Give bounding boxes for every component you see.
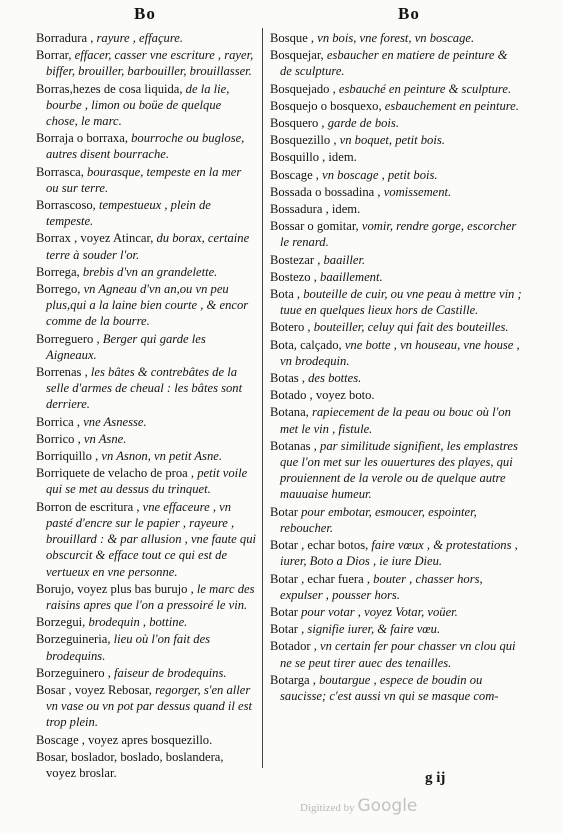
entry-definition: regorger, s'en aller vn vase ou vn pot par dessus quand il est trop plein. (46, 682, 253, 730)
entry-headword: Botas , (270, 371, 305, 386)
entry-headword: Borradura , (36, 31, 94, 45)
column-divider (262, 28, 263, 768)
entry-definition: par similitude signifient, les emplastres que l'on met sur les ouuertures des playes, qui prouiennent de la verole ou de quelque autre mauuaise humeur. (280, 438, 518, 502)
entry-definition: vn boquet, petit bois. (336, 133, 445, 148)
dictionary-entry (270, 184, 522, 200)
entry-definition: vne botte , vn houseau, vne house , vn brodequin. (280, 337, 520, 368)
dictionary-entry (270, 149, 522, 165)
entry-definition: signifie iurer, & faire vœu. (304, 622, 441, 637)
entry-headword: Botador , (270, 639, 317, 654)
entry-headword: Bosquillo , idem. (270, 150, 357, 165)
dictionary-entry (36, 414, 256, 430)
dictionary-entry (270, 638, 522, 670)
entry-headword: Borrico , (36, 431, 81, 446)
entry-headword: Bota, calçado, (270, 337, 342, 352)
entry-headword: Botar (270, 604, 298, 619)
entry-headword: Bossadura , idem. (270, 202, 361, 217)
dictionary-entry (36, 614, 256, 630)
dictionary-entry (270, 621, 522, 637)
entry-definition: vne effaceure , vn pasté d'encre sur le papier , rayeure , brouillard : & par allusion , vne faute qui obscurcit & efface tout ce qui est de vertueux en vne personne. (46, 499, 257, 579)
watermark-prefix: Digitized by (300, 802, 355, 814)
entry-definition: bouter , chasser hors, expulser , pousser hors. (280, 571, 483, 602)
dictionary-entry (270, 115, 522, 131)
entry-headword: Botana, (270, 405, 309, 420)
entry-definition: Berger qui garde les Aigneaux. (46, 331, 206, 362)
dictionary-entry (270, 132, 522, 148)
entry-definition: petit voile qui se met au dessus du trinquet. (46, 466, 248, 497)
entry-definition: vn boscage , petit bois. (318, 167, 438, 182)
entry-headword: Botar (270, 504, 298, 519)
dictionary-entry (36, 631, 256, 663)
entry-headword: Borrasca, (36, 164, 84, 179)
entry-definition: vn certain fer pour chasser vn clou qui ne se peut tirer auec des tenailles. (280, 639, 516, 670)
entry-headword: Bosquejar, (270, 48, 324, 63)
entry-definition: vn Asne. (80, 431, 127, 446)
entry-headword: Borrax , voyez Atincar, (36, 231, 154, 246)
dictionary-entry (36, 197, 256, 229)
entry-headword: Borron de escritura , (36, 499, 140, 514)
dictionary-entry (270, 604, 522, 620)
entry-headword: Bosque , (270, 31, 315, 45)
entry-headword: Botero , (270, 320, 311, 335)
entry-headword: Borreguero , (36, 331, 100, 346)
entry-headword: Borrenas , (36, 365, 88, 380)
dictionary-entry (36, 448, 256, 464)
dictionary-entry (270, 218, 522, 250)
entry-headword: Bossar o gomitar, (270, 219, 359, 234)
right-column (270, 30, 522, 705)
entry-definition: faiseur de brodequins. (110, 665, 227, 680)
dictionary-entry (36, 431, 256, 447)
entry-headword: Borriquillo , (36, 449, 99, 464)
entry-headword: Boscage , (270, 167, 319, 182)
entry-headword: Borrega, (36, 264, 80, 279)
entry-headword: Botar , (270, 622, 305, 637)
dictionary-entry (36, 364, 256, 413)
entry-definition: brodequin , bottine. (85, 615, 188, 630)
entry-definition: garde de bois. (324, 116, 399, 131)
entry-definition: esbaucher en matiere de peinture & de sculpture. (280, 48, 508, 79)
dictionary-entry (270, 286, 522, 318)
page-header-right: Bo (398, 4, 420, 23)
dictionary-entry (270, 672, 522, 704)
dictionary-entry (270, 438, 522, 503)
entry-definition: tempestueux , plein de tempeste. (46, 198, 211, 229)
entry-definition: vne Asnesse. (80, 414, 147, 429)
dictionary-entry (270, 201, 522, 217)
entry-definition: bouteiller, celuy qui fait des bouteilles. (310, 320, 509, 335)
entry-headword: Borzegui, (36, 615, 86, 630)
entry-definition: vn Agneau d'vn an,ou vn peu plus,qui a la laine bien courte , & encor comme de la bourre. (46, 282, 249, 329)
entry-headword: Bosquezillo , (270, 133, 337, 148)
entry-headword: Borrego, (36, 282, 81, 297)
entry-headword: Bostezar , (270, 252, 321, 267)
entry-headword: Borraja o borraxa, (36, 131, 128, 146)
entry-definition: rapiecement de la peau ou bouc où l'on met le vin , fistule. (280, 405, 511, 436)
entry-definition: vn Asnon, vn petit Asne. (98, 449, 222, 464)
dictionary-entry (36, 47, 256, 79)
entry-headword: Bosquejado , (270, 81, 336, 96)
dictionary-entry (270, 269, 522, 285)
entry-headword: Borujo, voyez plus bas burujo , (36, 581, 194, 596)
entry-definition: du borax, certaine terre à souder l'or. (46, 231, 250, 262)
dictionary-entry (36, 465, 256, 497)
entry-definition: de la lie, bourbe , limon ou boüe de quelque chose, le marc. (46, 81, 230, 129)
dictionary-entry (270, 504, 522, 536)
dictionary-entry (270, 387, 522, 403)
entry-definition: bouteille de cuir, ou vne peau à mettre vin ; tuue en quelques lieux hors de Castille. (280, 287, 522, 318)
entry-headword: Borriquete de velacho de proa , (36, 466, 195, 481)
dictionary-entry (270, 404, 522, 436)
dictionary-entry (36, 264, 256, 280)
entry-definition: esbauché en peinture & sculpture. (335, 81, 512, 96)
entry-definition: esbauchement en peinture. (381, 98, 519, 113)
entry-definition: bourroche ou buglose, autres disent bourrache. (46, 131, 245, 162)
entry-definition: brebis d'vn an grandelette. (79, 264, 218, 279)
entry-definition: lieu où l'on fait des brodequins. (46, 632, 211, 663)
signature-mark: g ij (425, 770, 446, 786)
entry-headword: Botado , voyez boto. (270, 388, 375, 403)
dictionary-entry (270, 571, 522, 603)
dictionary-entry (36, 230, 256, 262)
entry-definition: vomir, rendre gorge, escorcher le renard. (280, 219, 517, 250)
entry-definition: le marc des raisins apres que l'on a pressoiré le vin. (46, 581, 255, 612)
entry-headword: Borras,hezes de cosa liquida, (36, 81, 183, 96)
entry-headword: Botar , echar fuera , (270, 571, 370, 586)
entry-definition: pour embotar, esmoucer, espointer, reboucher. (280, 504, 477, 535)
watermark-brand: Google (357, 796, 418, 816)
dictionary-entry (270, 81, 522, 97)
entry-definition: baaillement. (316, 269, 383, 284)
entry-headword: Borrascoso, (36, 198, 96, 213)
entry-definition: faire vœux , & protestations , iurer, Boto a Dios , ie iure Dieu. (280, 538, 518, 569)
dictionary-entry (36, 130, 256, 162)
dictionary-entry (36, 665, 256, 681)
left-column (36, 30, 256, 782)
entry-headword: Bosar, boslador, boslado, boslandera, voyez broslar. (36, 749, 224, 780)
dictionary-entry (270, 167, 522, 183)
dictionary-entry (36, 164, 256, 196)
dictionary-entry (36, 749, 256, 781)
page-header-left: Bo (134, 4, 156, 23)
entry-definition: pour votar , voyez Votar, voüer. (297, 604, 458, 619)
entry-definition: vomissement. (380, 184, 452, 199)
dictionary-entry (36, 682, 256, 731)
entry-definition: bourasque, tempeste en la mer ou sur terre. (46, 164, 242, 195)
entry-definition: effacer, casser vne escriture , rayer, biffer, brouiller, barbouiller, brouillasser. (46, 48, 254, 79)
entry-headword: Borzeguineria, (36, 632, 111, 647)
entry-headword: Bostezo , (270, 269, 317, 284)
entry-definition: vn bois, vne forest, vn boscage. (314, 31, 475, 45)
entry-headword: Botanas , (270, 438, 317, 453)
entry-definition: rayure , effaçure. (93, 31, 184, 45)
dictionary-entry (36, 581, 256, 613)
dictionary-entry (36, 331, 256, 363)
dictionary-entry (270, 319, 522, 335)
entry-headword: Botar , echar botos, (270, 538, 369, 553)
dictionary-entry (36, 732, 256, 748)
entry-headword: Bossada o bossadina , (270, 184, 381, 199)
dictionary-entry (270, 30, 522, 46)
dictionary-entry (270, 337, 522, 369)
dictionary-entry (270, 98, 522, 114)
entry-headword: Bota , (270, 287, 301, 302)
entry-headword: Borrar, (36, 48, 72, 63)
entry-definition: les bâtes & contrebâtes de la selle d'armes de cheual : les bâtes sont derriere. (46, 365, 243, 412)
dictionary-entry (270, 537, 522, 569)
dictionary-entry (36, 30, 256, 46)
digitized-watermark (300, 796, 417, 816)
entry-definition: boutargue , espece de boudin ou saucisse; c'est aussi vn qui se masque com- (280, 672, 499, 703)
entry-headword: Botarga , (270, 672, 316, 687)
dictionary-entry (36, 81, 256, 130)
dictionary-entry (270, 370, 522, 386)
dictionary-entry (36, 281, 256, 330)
dictionary-entry (270, 47, 522, 79)
entry-definition: des bottes. (304, 371, 362, 386)
entry-headword: Borrica , (36, 414, 81, 429)
entry-headword: Bosar , voyez Rebosar, (36, 682, 152, 697)
dictionary-entry (36, 499, 256, 580)
entry-headword: Bosquejo o bosquexo, (270, 98, 382, 113)
dictionary-entry (270, 252, 522, 268)
entry-headword: Boscage , voyez apres bosquezillo. (36, 732, 213, 747)
entry-headword: Borzeguinero , (36, 665, 111, 680)
entry-definition: baailler. (320, 252, 366, 267)
entry-headword: Bosquero , (270, 116, 325, 131)
